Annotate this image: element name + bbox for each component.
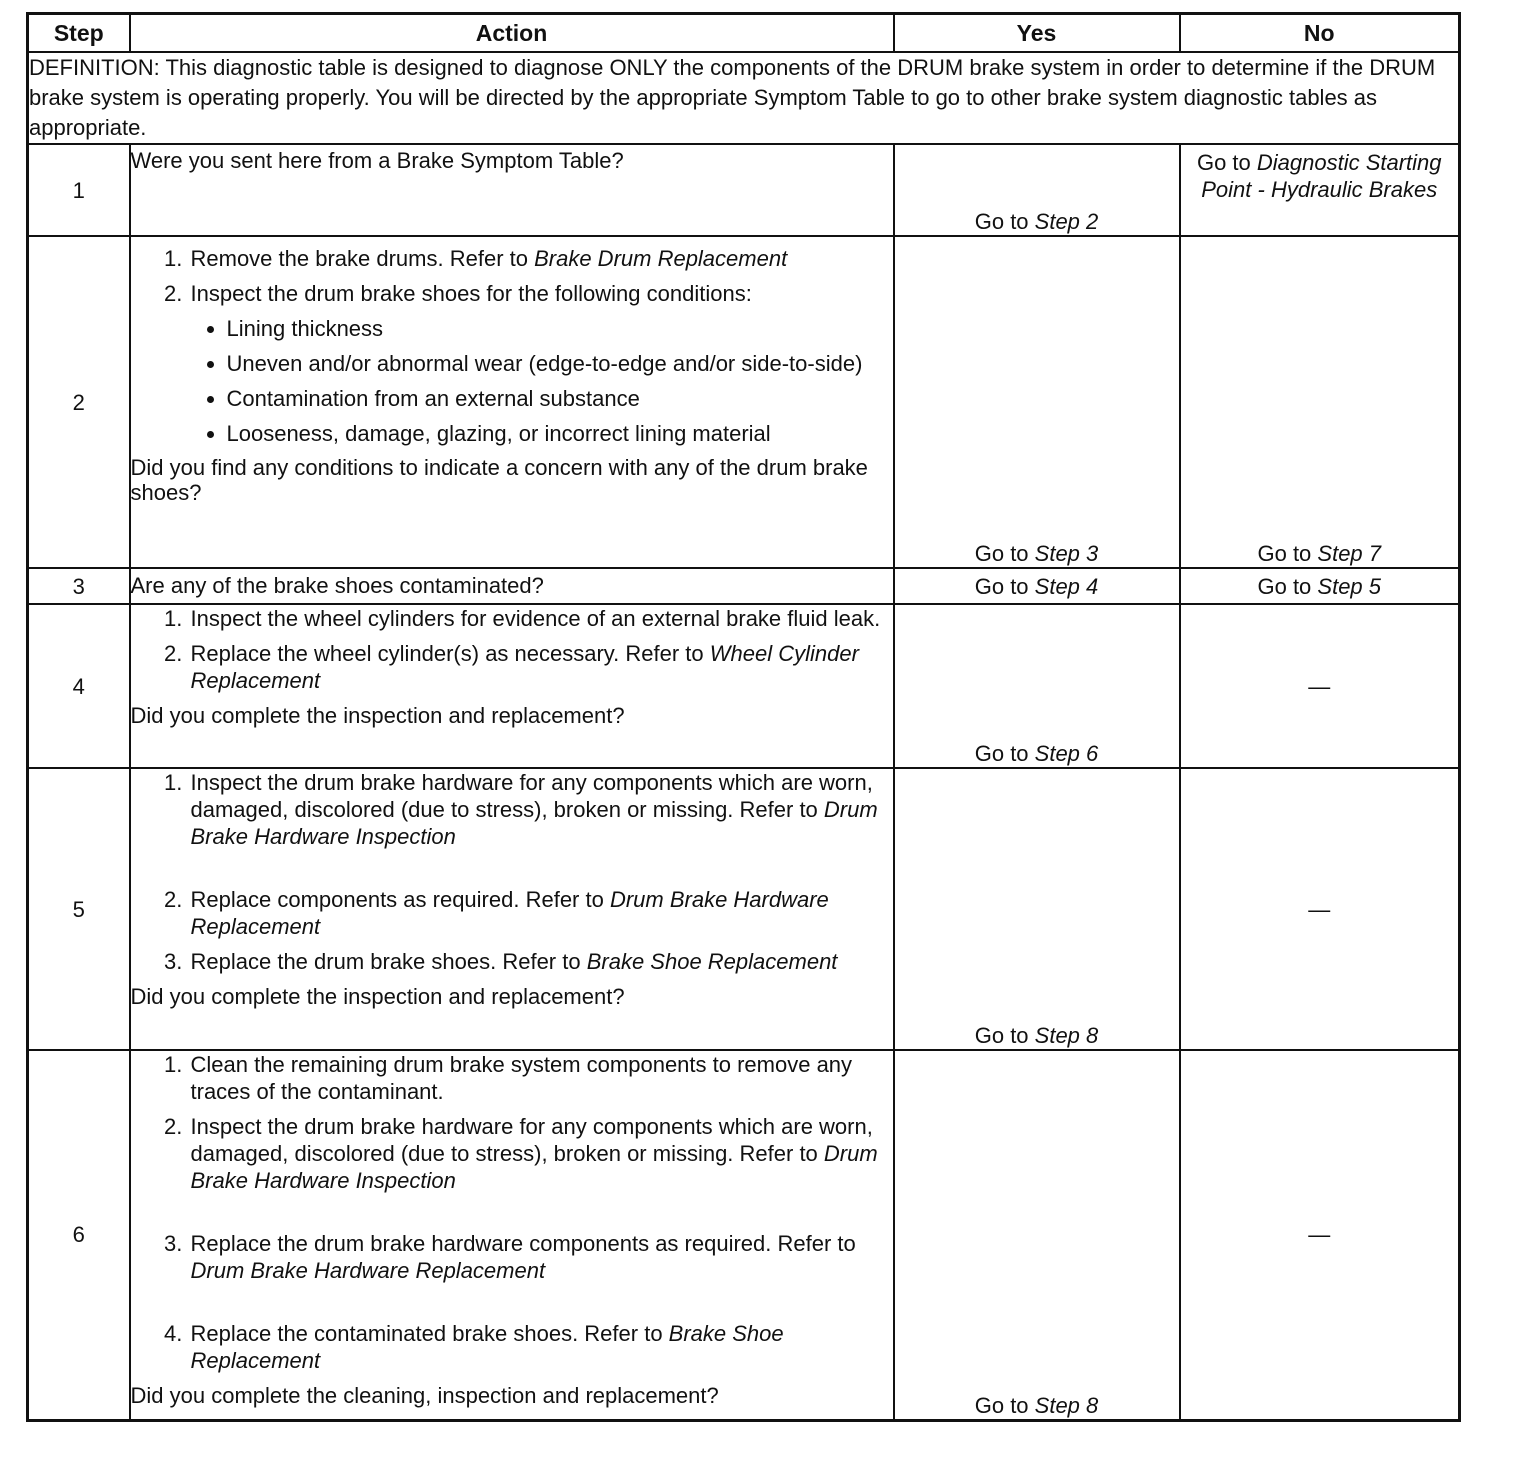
no-cell: — [1180, 768, 1460, 1050]
step-text: Inspect the drum brake hardware for any components which are worn, damaged, discolored (due to stress), broken or missing. Refer to [190, 770, 873, 822]
action-step [189, 280, 893, 447]
action-step [189, 1230, 893, 1284]
step-number: 6 [28, 1050, 130, 1420]
action-cell [130, 144, 894, 236]
action-step [189, 769, 893, 850]
step-text: Inspect the drum brake shoes for the following conditions: [190, 281, 752, 306]
yes-step-link[interactable]: Step 2 [1034, 209, 1099, 234]
action-cell [130, 236, 894, 568]
step-number: 2 [28, 236, 130, 568]
header-row [28, 14, 1460, 53]
step-text: Replace the contaminated brake shoes. Refer to [190, 1321, 669, 1346]
reference-link[interactable]: Drum Brake Hardware Inspection [190, 797, 878, 849]
no-step-link[interactable]: Step 7 [1317, 541, 1382, 566]
yes-prefix: Go to [974, 209, 1035, 234]
no-cell: — [1180, 1050, 1460, 1420]
no-prefix: Go to [1257, 541, 1318, 566]
action-question: Did you find any conditions to indicate a concern with any of the drum brake shoes? [130, 455, 868, 505]
condition-item: • Lining thickness [227, 315, 893, 342]
header-no: No [1180, 14, 1460, 53]
yes-step-link[interactable]: Step 6 [1034, 741, 1099, 766]
step-text: Inspect the drum brake hardware for any components which are worn, damaged, discolored (due to stress), broken or missing. Refer to [190, 1114, 873, 1166]
yes-cell [894, 768, 1180, 1050]
definition-text: DEFINITION: This diagnostic table is designed to diagnose ONLY the components of the DRUM brake system in order to determine if the DRUM brake system is operating properly. You will be directed by the appropriate Symptom Table to go to other brake system diagnostic tables as appropriate. [28, 52, 1460, 144]
reference-link[interactable]: Brake Shoe Replacement [190, 1321, 784, 1373]
action-cell [130, 604, 894, 768]
step-text: Clean the remaining drum brake system components to remove any traces of the contaminant. [190, 1052, 853, 1104]
no-cell: — [1180, 604, 1460, 768]
action-question: Did you complete the cleaning, inspection and replacement? [130, 1383, 719, 1408]
action-step [189, 886, 893, 940]
no-cell [1180, 236, 1460, 568]
table-row [28, 604, 1460, 768]
action-question: Are any of the brake shoes contaminated? [130, 573, 544, 598]
yes-prefix: Go to [974, 1023, 1035, 1048]
reference-link[interactable]: Drum Brake Hardware Replacement [190, 1258, 546, 1283]
yes-prefix: Go to [974, 573, 1035, 599]
definition-row [28, 52, 1460, 144]
action-step [189, 245, 893, 272]
yes-prefix: Go to [974, 1392, 1035, 1418]
action-steps [131, 1051, 893, 1374]
step-text: Inspect the wheel cylinders for evidence of an external brake fluid leak. [190, 606, 881, 631]
action-step [189, 640, 893, 694]
action-question: Did you complete the inspection and replacement? [130, 703, 625, 728]
header-yes: Yes [894, 14, 1180, 53]
step-text: Replace the wheel cylinder(s) as necessary. Refer to [190, 641, 710, 666]
yes-step-link[interactable]: Step 8 [1034, 1023, 1099, 1048]
table-row [28, 568, 1460, 604]
action-cell [130, 768, 894, 1050]
step-number: 3 [28, 568, 130, 604]
yes-cell [894, 568, 1180, 604]
table-row [28, 1050, 1460, 1420]
reference-link[interactable]: Brake Shoe Replacement [586, 949, 838, 974]
action-steps [131, 245, 893, 447]
condition-item: • Contamination from an external substance [227, 385, 893, 412]
no-prefix: Go to [1257, 573, 1318, 599]
table-row [28, 236, 1460, 568]
header-step: Step [28, 14, 130, 53]
reference-link[interactable]: Wheel Cylinder Replacement [190, 641, 859, 693]
step-number: 1 [28, 144, 130, 236]
no-cell [1180, 568, 1460, 604]
no-cell [1180, 144, 1460, 236]
condition-list [191, 315, 893, 447]
table-row [28, 768, 1460, 1050]
action-cell [130, 568, 894, 604]
action-question: Were you sent here from a Brake Symptom Table? [130, 148, 624, 173]
yes-cell [894, 236, 1180, 568]
table-row [28, 144, 1460, 236]
step-number: 5 [28, 768, 130, 1050]
step-text: Remove the brake drums. Refer to [190, 246, 535, 271]
action-step [189, 1113, 893, 1194]
no-prefix: Go to [1196, 150, 1257, 175]
reference-link[interactable]: Drum Brake Hardware Replacement [190, 887, 829, 939]
step-text: Replace the drum brake hardware components as required. Refer to [190, 1231, 856, 1256]
action-step [189, 948, 893, 975]
action-step [189, 605, 893, 632]
yes-step-link[interactable]: Step 4 [1034, 573, 1099, 599]
action-steps [131, 769, 893, 975]
reference-link[interactable]: Brake Drum Replacement [534, 246, 788, 271]
no-step-link[interactable]: Step 5 [1317, 573, 1382, 599]
yes-cell [894, 1050, 1180, 1420]
yes-step-link[interactable]: Step 3 [1034, 541, 1099, 566]
yes-prefix: Go to [974, 741, 1035, 766]
header-action: Action [130, 14, 894, 53]
yes-prefix: Go to [974, 541, 1035, 566]
yes-cell [894, 604, 1180, 768]
action-cell [130, 1050, 894, 1420]
action-question: Did you complete the inspection and replacement? [130, 984, 625, 1009]
action-step [189, 1051, 893, 1105]
condition-item: • Looseness, damage, glazing, or incorrect lining material [227, 420, 893, 447]
yes-cell [894, 144, 1180, 236]
yes-step-link[interactable]: Step 8 [1034, 1392, 1099, 1418]
diagnostic-table [26, 12, 1461, 1422]
reference-link[interactable]: Drum Brake Hardware Inspection [190, 1141, 878, 1193]
step-number: 4 [28, 604, 130, 768]
step-text: Replace components as required. Refer to [190, 887, 610, 912]
action-steps [131, 605, 893, 694]
action-step [189, 1320, 893, 1374]
condition-item: • Uneven and/or abnormal wear (edge-to-edge and/or side-to-side) [227, 350, 893, 377]
no-step-link[interactable]: Diagnostic Starting Point - Hydraulic Brakes [1201, 150, 1442, 202]
step-text: Replace the drum brake shoes. Refer to [190, 949, 587, 974]
